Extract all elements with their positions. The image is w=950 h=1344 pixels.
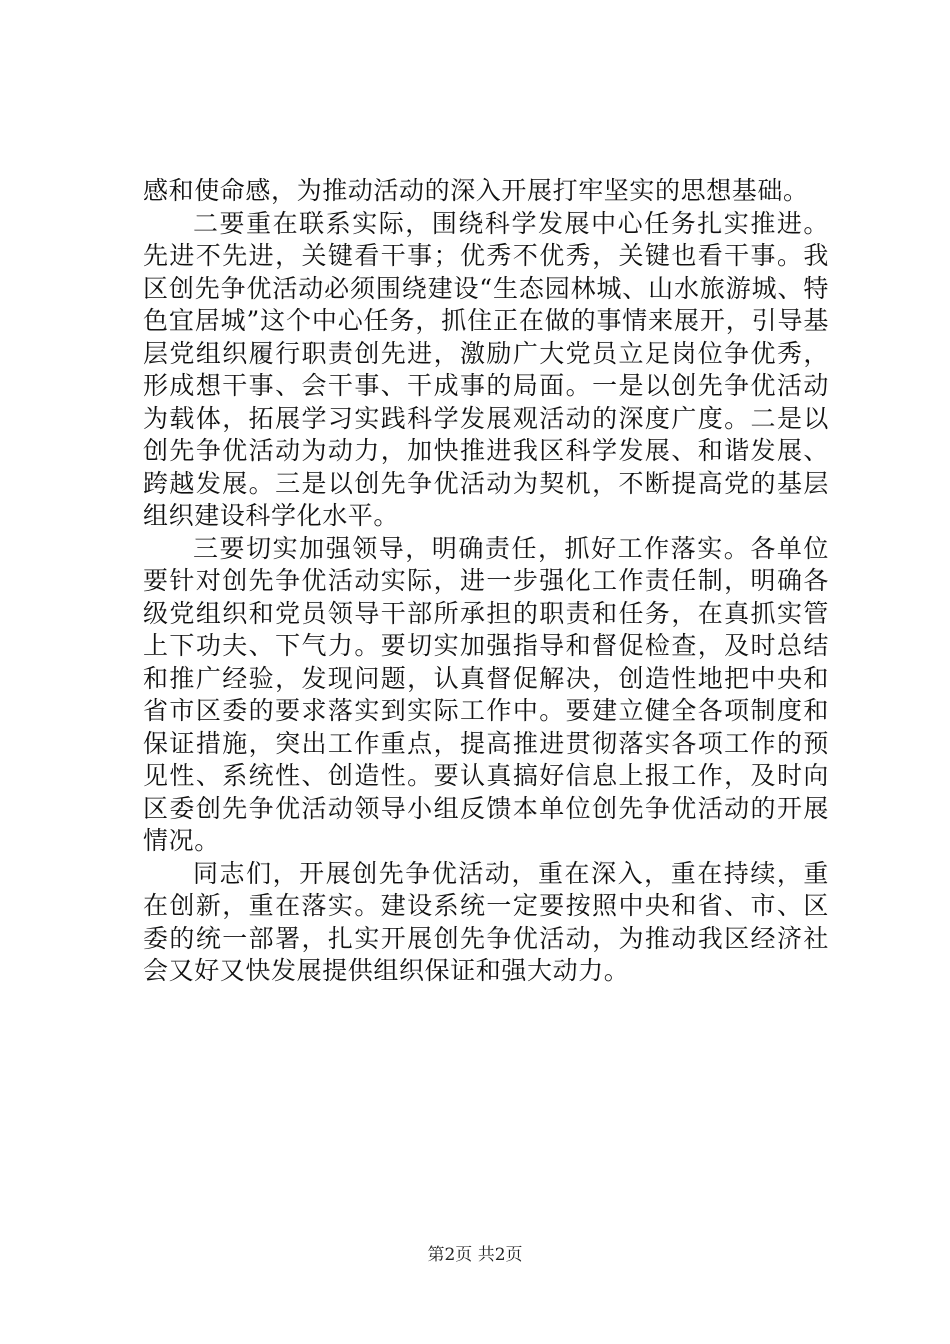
paragraph-continuation: 感和使命感，为推动活动的深入开展打牢坚实的思想基础。	[143, 176, 809, 205]
paragraph-leadership: 三要切实加强领导，明确责任，抓好工作落实。各单位要针对创先争优活动实际，进一步强化工作责任制，明确各级党组织和党员领导干部所承担的职责和任务，在真抓实管上下功夫、下气力。要切实加强指导和督促检查，及时总结和推广经验，发现问题，认真督促解决，创造性地把中央和省市区委的要求落实到实际工作中。要建立健全各项制度和保证措施，突出工作重点，提高推进贯彻落实各项工作的预见性、系统性、创造性。要认真搞好信息上报工作，及时向区委创先争优活动领导小组反馈本单位创先争优活动的开展情况。	[143, 533, 829, 855]
paragraph-closing: 同志们，开展创先争优活动，重在深入，重在持续，重在创新，重在落实。建设系统一定要按照中央和省、市、区委的统一部署，扎实开展创先争优活动，为推动我区经济社会又好又快发展提供组织保证和强大动力。	[143, 858, 829, 985]
page-number-footer: 第2页 共2页	[427, 1245, 523, 1265]
paragraph-practice: 二要重在联系实际，围绕科学发展中心任务扎实推进。先进不先进，关键看干事；优秀不优秀，关键也看干事。我区创先争优活动必须围绕建设“生态园林城、山水旅游城、特色宜居城”这个中心任务，抓住正在做的事情来展开，引导基层党组织履行职责创先进，激励广大党员立足岗位争优秀，形成想干事、会干事、干成事的局面。一是以创先争优活动为载体，拓展学习实践科学发展观活动的深度广度。二是以创先争优活动为动力，加快推进我区科学发展、和谐发展、跨越发展。三是以创先争优活动为契机，不断提高党的基层组织建设科学化水平。	[143, 208, 829, 530]
document-body	[143, 175, 829, 988]
